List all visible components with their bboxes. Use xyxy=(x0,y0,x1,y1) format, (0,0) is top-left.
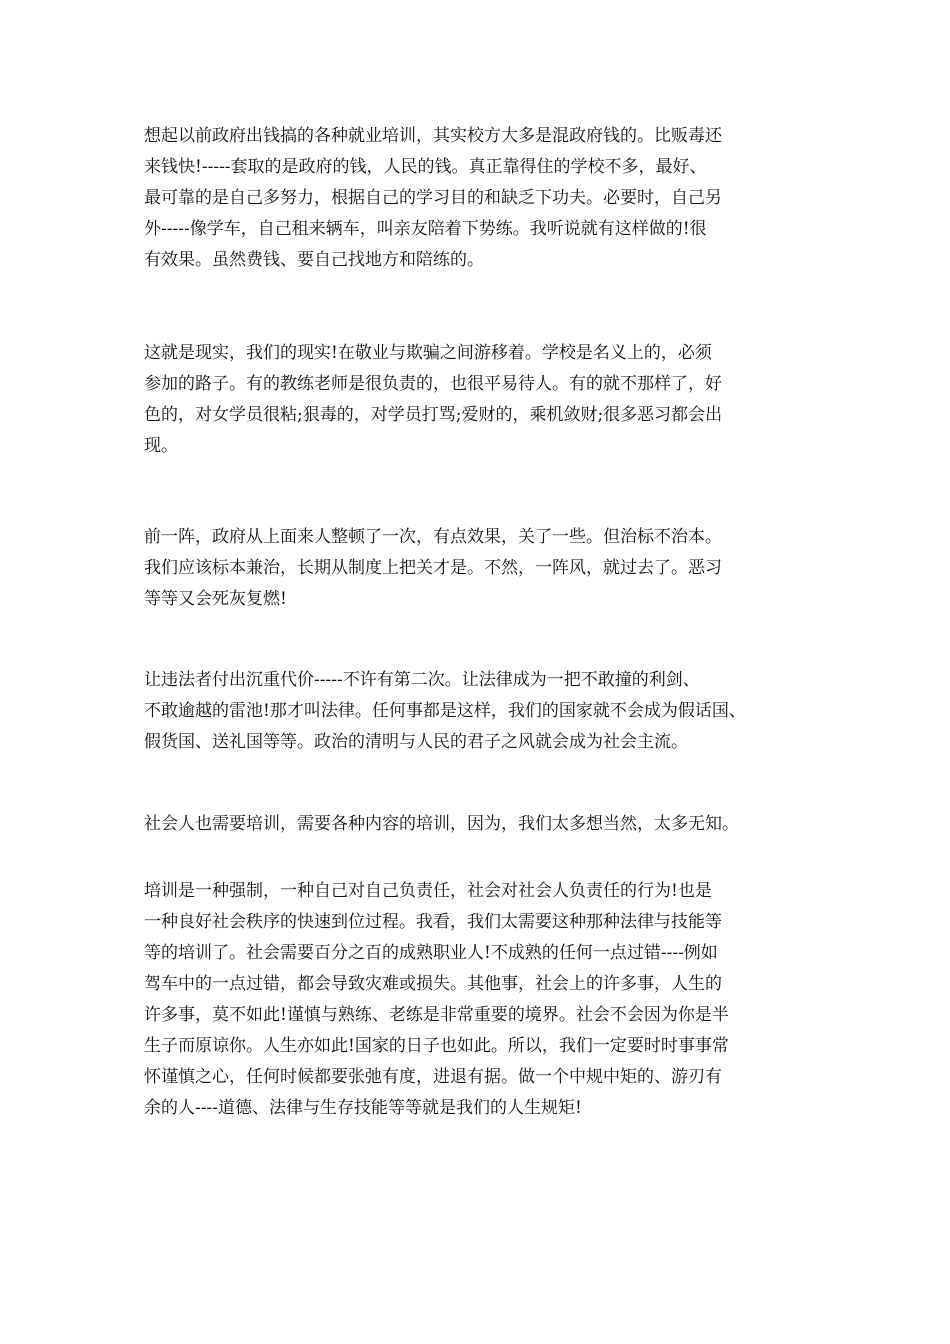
text-line: 怀谨慎之心，任何时候都要张弛有度，进退有据。做一个中规中矩的、游刃有 xyxy=(144,1067,722,1087)
paragraph-2 xyxy=(144,338,834,462)
text-line: 我们应该标本兼治，长期从制度上把关才是。不然，一阵风，就过去了。恶习 xyxy=(144,558,722,578)
paragraph-5 xyxy=(144,809,834,840)
text-line: 色的，对女学员很粘;狠毒的，对学员打骂;爱财的，乘机敛财;很多恶习都会出 xyxy=(144,405,723,425)
text-line: 许多事，莫不如此!谨慎与熟练、老练是非常重要的境界。社会不会因为你是半 xyxy=(144,1005,729,1025)
paragraph-4 xyxy=(144,665,834,758)
paragraph-6 xyxy=(144,876,834,1124)
text-line: 最可靠的是自己多努力，根据自己的学习目的和缺乏下功夫。必要时，自己另 xyxy=(144,188,722,208)
text-line: 外-----像学车，自己租来辆车，叫亲友陪着下势练。我听说就有这样做的!很 xyxy=(144,219,707,239)
text-line: 这就是现实，我们的现实!在敬业与欺骗之间游移着。学校是名义上的，必须 xyxy=(144,343,712,363)
text-line: 想起以前政府出钱搞的各种就业培训，其实校方大多是混政府钱的。比贩毒还 xyxy=(144,126,722,146)
text-line: 现。 xyxy=(144,436,178,456)
text-line: 有效果。虽然费钱、要自己找地方和陪练的。 xyxy=(144,250,484,270)
text-line: 参加的路子。有的教练老师是很负责的，也很平易待人。有的就不那样了，好 xyxy=(144,374,722,394)
paragraph-3 xyxy=(144,522,834,615)
text-line: 等等又会死灰复燃! xyxy=(144,589,287,609)
text-line: 来钱快!-----套取的是政府的钱，人民的钱。真正靠得住的学校不多，最好、 xyxy=(144,157,707,177)
text-line: 前一阵，政府从上面来人整顿了一次，有点效果，关了一些。但治标不治本。 xyxy=(144,527,722,547)
text-line: 驾车中的一点过错，都会导致灾难或损失。其他事，社会上的许多事，人生的 xyxy=(144,974,722,994)
text-line: 假货国、送礼国等等。政治的清明与人民的君子之风就会成为社会主流。 xyxy=(144,732,688,752)
text-line: 不敢逾越的雷池!那才叫法律。任何事都是这样，我们的国家就不会成为假话国、 xyxy=(144,701,746,721)
text-line: 等的培训了。社会需要百分之百的成熟职业人!不成熟的任何一点过错----例如 xyxy=(144,943,718,963)
text-line: 培训是一种强制，一种自己对自己负责任，社会对社会人负责任的行为!也是 xyxy=(144,881,712,901)
text-line: 生子而原谅你。人生亦如此!国家的日子也如此。所以，我们一定要时时事事常 xyxy=(144,1036,729,1056)
text-line: 一种良好社会秩序的快速到位过程。我看，我们太需要这种那种法律与技能等 xyxy=(144,912,722,932)
text-line: 让违法者付出沉重代价-----不许有第二次。让法律成为一把不敢撞的利剑、 xyxy=(144,670,700,690)
text-line: 社会人也需要培训，需要各种内容的培训，因为，我们太多想当然，太多无知。 xyxy=(144,814,739,834)
paragraph-1 xyxy=(144,121,834,276)
text-line: 余的人----道德、法律与生存技能等等就是我们的人生规矩! xyxy=(144,1098,582,1118)
